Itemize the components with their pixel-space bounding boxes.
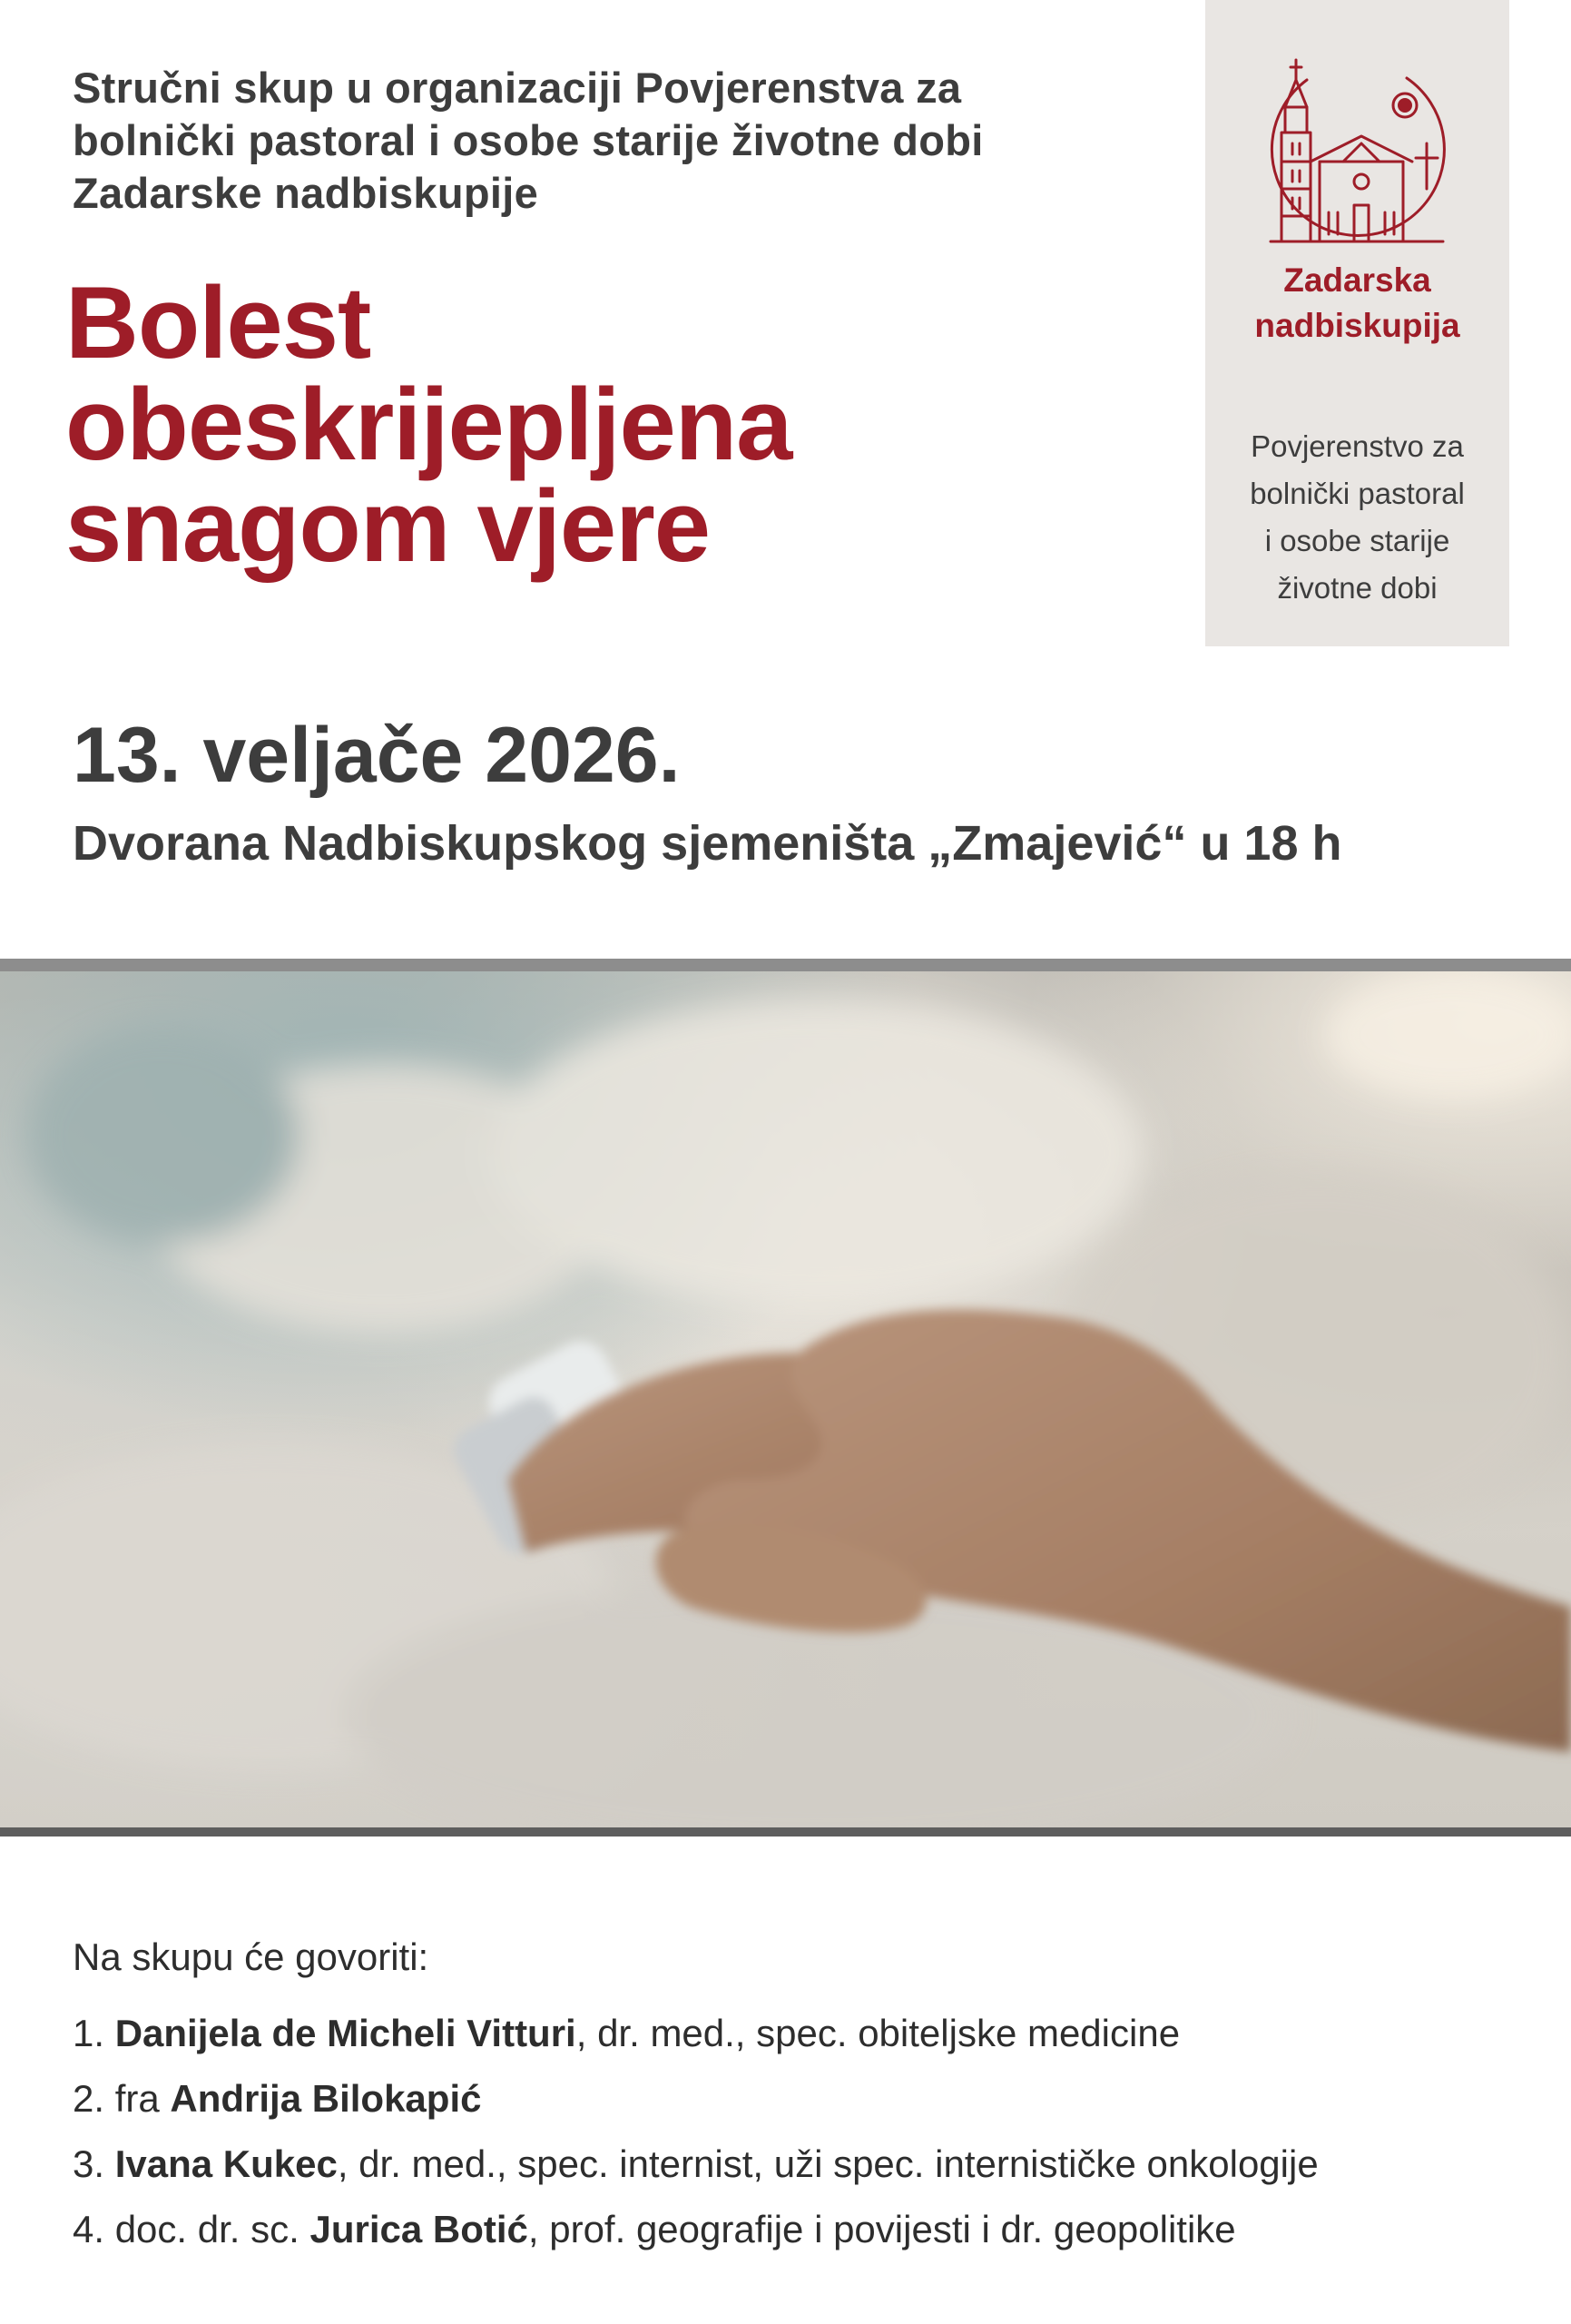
logo-sub-line: Povjerenstvo za — [1251, 429, 1464, 463]
church-logo-icon — [1252, 53, 1461, 252]
logo-sub-line: životne dobi — [1277, 571, 1438, 605]
logo-name — [1205, 258, 1509, 349]
speakers-heading: Na skupu će govoriti: — [73, 1935, 429, 1978]
logo-name-line: Zadarska — [1283, 261, 1431, 299]
poster-title — [65, 266, 1136, 583]
title-line: snagom vjere — [65, 469, 711, 583]
speaker-name: Danijela de Micheli Vitturi — [114, 2012, 576, 2054]
list-item — [73, 2066, 1525, 2132]
logo-panel — [1205, 0, 1509, 646]
speaker-prefix: 3. — [73, 2142, 115, 2185]
speaker-name: Ivana Kukec — [114, 2142, 338, 2185]
speaker-prefix: 4. doc. dr. sc. — [73, 2208, 310, 2250]
title-line: Bolest — [65, 266, 371, 379]
logo-name-line: nadbiskupija — [1254, 307, 1460, 344]
speaker-name: Andrija Bilokapić — [170, 2077, 482, 2120]
intro-line: bolnički pastoral i osobe starije životne dobi — [73, 116, 984, 164]
speaker-list — [73, 2001, 1525, 2262]
hands-photo — [0, 959, 1571, 1837]
list-item — [73, 2132, 1525, 2197]
list-item — [73, 2001, 1525, 2066]
speaker-name: Jurica Botić — [309, 2208, 528, 2250]
holding-hands-illustration — [0, 971, 1571, 1827]
intro-line: Zadarske nadbiskupije — [73, 169, 539, 217]
speaker-prefix: 1. — [73, 2012, 115, 2054]
event-venue: Dvorana Nadbiskupskog sjemeništa „Zmajević“ u 18 h — [73, 816, 1342, 871]
intro-text — [73, 62, 1125, 220]
speakers-section — [73, 1925, 1525, 2262]
speaker-credentials: , dr. med., spec. obiteljske medicine — [575, 2012, 1181, 2054]
speaker-prefix: 2. fra — [73, 2077, 171, 2120]
speaker-credentials: , dr. med., spec. internist, uži spec. internističke onkologije — [337, 2142, 1319, 2185]
list-item — [73, 2197, 1525, 2262]
logo-sub-line: bolnički pastoral — [1250, 477, 1465, 510]
logo-sub-line: i osobe starije — [1264, 524, 1450, 557]
logo-subtitle — [1205, 423, 1509, 612]
event-date: 13. veljače 2026. — [73, 712, 681, 799]
title-line: obeskrijepljena — [65, 368, 792, 481]
intro-line: Stručni skup u organizaciji Povjerenstva za — [73, 64, 962, 112]
speaker-credentials: , prof. geografije i povijesti i dr. geopolitike — [527, 2208, 1236, 2250]
